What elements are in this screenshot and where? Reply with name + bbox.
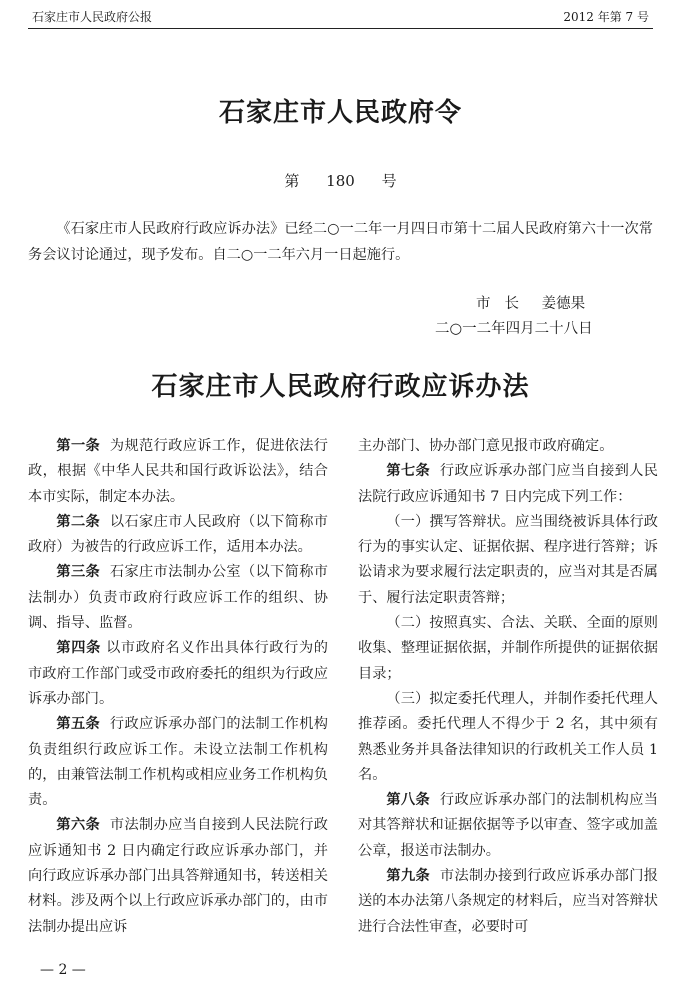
article [28,813,328,939]
article-text: 市法制办接到行政应诉承办部门报送的本办法第八条规定的材料后，应当对答辩状进行合法性审查，必要时可 [358,868,658,935]
decree-title: 石家庄市人民政府令 [218,98,462,128]
clause-text: （三）拟定委托代理人，并制作委托代理人推荐函。委托代理人不得少于 2 名，其中须有熟悉业务并具备法律知识的行政机关工作人员 1 名。 [358,690,658,783]
article-text: 市法制办应当自接到人民法院行政应诉通知书 2 日内确定行政应诉承办部门，并向行政应诉承办部门出具答辩通知书，转送相关材料。涉及两个以上行政应诉承办部门的，由市法制办提出应诉 [28,817,328,935]
article-text: 石家庄市法制办公室（以下简称市法制办）负责市政府行政应诉工作的组织、协调、指导、监督。 [28,564,328,632]
article-label: 第三条 [56,564,101,581]
article-label: 第九条 [386,868,431,885]
clause-text: （一）撰写答辩状。应当围绕被诉具体行政行为的事实认定、证据依据、程序进行答辩；诉讼请求为要求履行法定职责的，应当对其是否属于、履行法定职责答辩； [358,513,658,606]
article-text: 以市政府名义作出具体行政行为的市政府工作部门或受市政府委托的组织为行政应诉承办部门。 [28,640,328,707]
article-text: 行政应诉承办部门应当自接到人民法院行政应诉通知书 7 日内完成下列工作： [358,463,658,505]
publication-name: 石家庄市人民政府公报 [32,10,153,24]
decree-number-prefix: 第 [284,172,300,190]
article [28,510,328,561]
left-column [28,434,328,940]
article [28,636,328,712]
decree-number-value: 180 [326,172,355,190]
clause [358,687,658,788]
decree-number [0,170,681,191]
page-number: — 2 — [40,962,86,978]
law-title: 石家庄市人民政府行政应诉办法 [151,372,530,402]
page-header [28,8,653,29]
decree-body: 《石家庄市人民政府行政应诉办法》已经二○一二年一月四日市第十二届人民政府第六十一次常务会议讨论通过，现予发布。自二○一二年六月一日起施行。 [28,221,653,263]
signature [476,292,585,313]
clause-text: （二）按照真实、合法、关联、全面的原则收集、整理证据依据，并制作所提供的证据依据目录； [358,615,658,682]
clause [358,510,658,611]
article-label: 第五条 [56,716,101,733]
article [358,459,658,510]
article-continuation: 主办部门、协办部门意见报市政府确定。 [358,438,614,454]
article-label: 第一条 [56,438,101,454]
article-label: 第二条 [56,513,101,530]
article-label: 第八条 [386,792,431,809]
article-text: 为规范行政应诉工作，促进依法行政，根据《中华人民共和国行政诉讼法》，结合本市实际，制定本办法。 [28,438,328,505]
decree-date: 二○一二年四月二十八日 [435,321,593,337]
article [358,788,658,864]
article-label: 第七条 [386,463,431,480]
signature-title: 市长 [476,296,533,312]
article [28,560,328,636]
article-label: 第四条 [56,640,101,657]
article-text: 以石家庄市人民政府（以下简称市政府）为被告的行政应诉工作，适用本办法。 [28,513,328,556]
article [28,434,328,510]
signature-name: 姜德果 [541,296,586,312]
article-text: 行政应诉承办部门的法制机构应当对其答辩状和证据依据等予以审查、签字或加盖公章，报送市法制办。 [358,792,658,859]
right-column [358,434,658,940]
article [28,712,328,813]
article-text: 行政应诉承办部门的法制工作机构负责组织行政应诉工作。未设立法制工作机构的，由兼管法制工作机构或相应业务工作机构负责。 [28,716,328,809]
article [358,864,658,940]
issue-number: 2012 年第 7 号 [563,10,649,24]
article-label: 第六条 [56,817,101,834]
clause [358,611,658,687]
decree-number-suffix: 号 [381,172,397,190]
